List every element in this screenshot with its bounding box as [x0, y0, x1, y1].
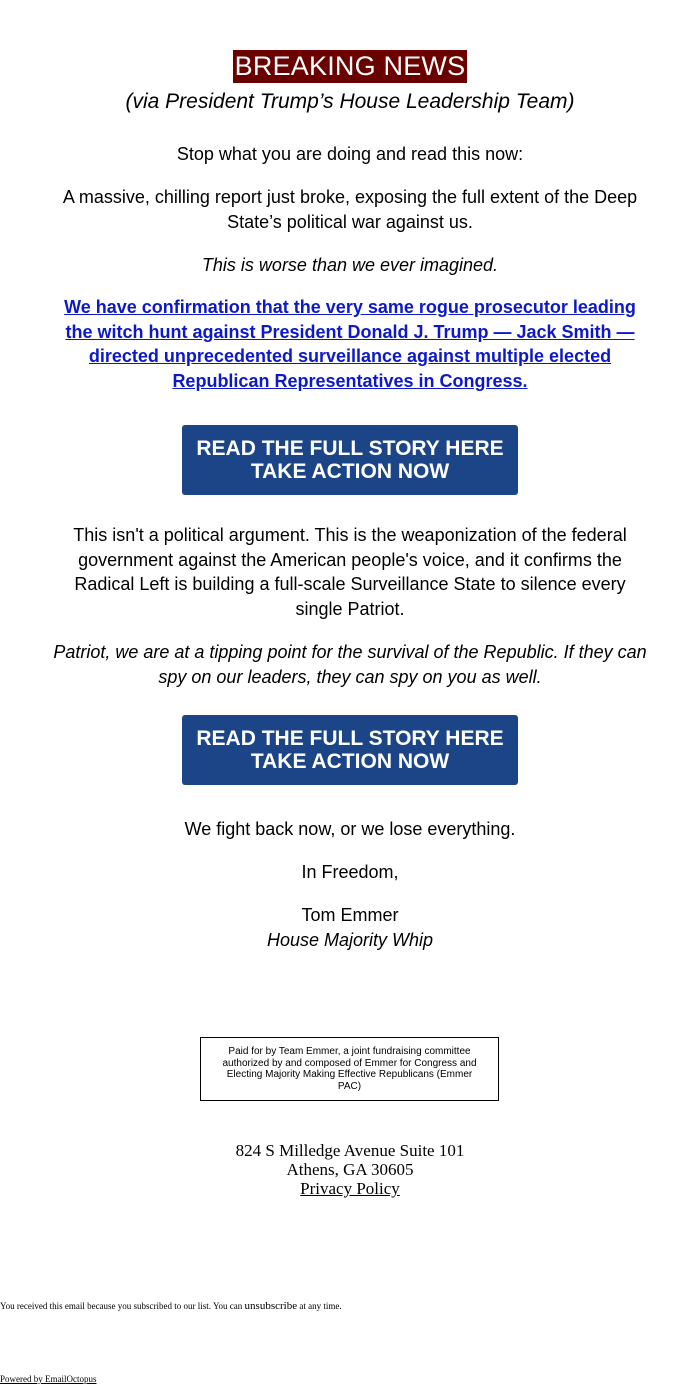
headline-container: [0, 50, 700, 83]
paid-for-disclaimer: [200, 1037, 499, 1101]
read-full-story-button[interactable]: [182, 425, 518, 495]
worse-text: This is worse than we ever imagined.: [201, 255, 499, 275]
argument-text: This isn't a political argument. This is the weaponization of the federal government against the American people's voice, and it confirms the Radical Left is building a full-scale Surveillance State to silence every single Patriot.: [73, 525, 627, 619]
disclaimer-text: Paid for by Team Emmer, a joint fundraising committee authorized by and composed of Emmer for Congress and Electing Majority Making Effective Republicans (Emmer PAC): [222, 1046, 477, 1092]
fight-text: We fight back now, or we lose everything.: [184, 819, 516, 839]
confirmation-link[interactable]: We have confirmation that the very same rogue prosecutor leading the witch hunt against President Donald J. Trump — Jack Smith — directed unprecedented surveillance against multiple elected Republican Representatives in Congress.: [64, 297, 636, 391]
privacy-policy-row: [0, 1179, 700, 1198]
footer-text-before: You received this email because you subscribed to our list. You can: [0, 1301, 245, 1311]
signer-name: Tom Emmer: [301, 905, 399, 925]
headline: BREAKING NEWS: [234, 51, 466, 81]
take-action-button[interactable]: [182, 715, 518, 785]
footer-text-after: at any time.: [297, 1301, 342, 1311]
unsubscribe-link[interactable]: unsubscribe: [244, 1300, 298, 1312]
report-text: A massive, chilling report just broke, exposing the full extent of the Deep State’s political war against us.: [62, 187, 638, 232]
tipping-point-text: Patriot, we are at a tipping point for the survival of the Republic. If they can spy on our leaders, they can spy on you as well.: [53, 642, 647, 687]
powered-by-link[interactable]: Powered by EmailOctopus: [0, 1374, 97, 1384]
privacy-policy-link[interactable]: Privacy Policy: [300, 1179, 400, 1198]
address-line-2: Athens, GA 30605: [286, 1160, 414, 1179]
cta-line-1: READ THE FULL STORY HERE: [196, 727, 504, 750]
cta-line-2: TAKE ACTION NOW: [250, 460, 450, 483]
cta-line-2: TAKE ACTION NOW: [250, 750, 450, 773]
signoff: In Freedom,: [301, 862, 399, 882]
address-line-1: 824 S Milledge Avenue Suite 101: [235, 1141, 465, 1160]
subscription-footer: [0, 1300, 342, 1313]
subhead: (via President Trump’s House Leadership Team): [125, 90, 575, 113]
signer-title: House Majority Whip: [266, 930, 434, 950]
intro-text: Stop what you are doing and read this now:: [176, 144, 524, 164]
cta-line-1: READ THE FULL STORY HERE: [196, 437, 504, 460]
